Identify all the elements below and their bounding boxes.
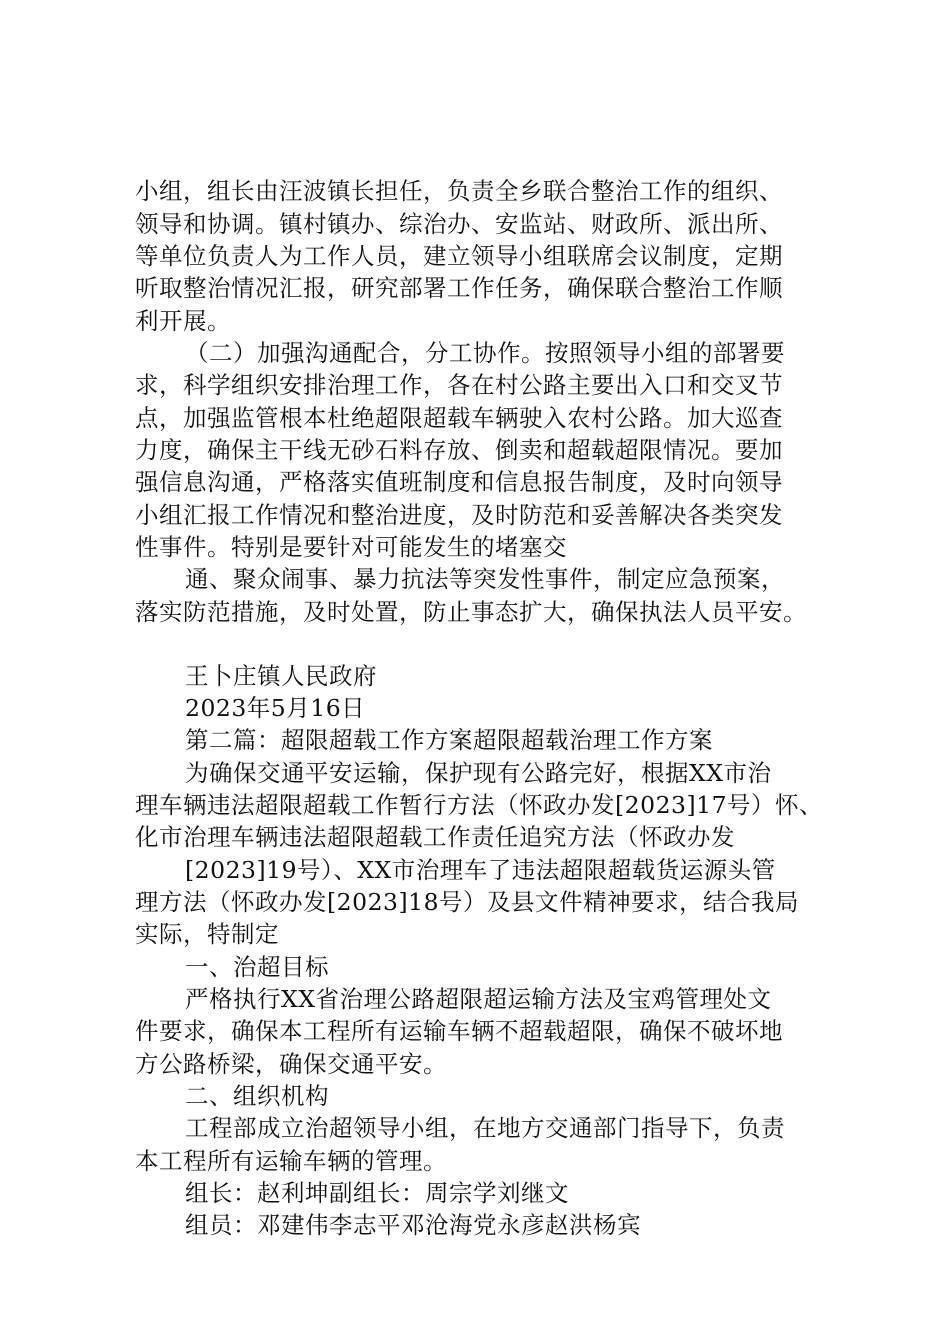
text-line-14: 落实防范措施，及时处置，防止事态扩大，确保执法人员平安。 [135, 598, 807, 626]
signature-date: 2023年5月16日 [185, 694, 366, 722]
text-line-26: 件要求，确保本工程所有运输车辆不超载超限，确保不破坏地 [135, 1017, 783, 1045]
text-line-30: 本工程所有运输车辆的管理。 [135, 1147, 447, 1175]
text-line-29: 工程部成立治超领导小组，在地方交通部门指导下，负责 [185, 1114, 785, 1142]
text-line-25: 严格执行XX省治理公路超限超运输方法及宝鸡管理处文 [185, 985, 772, 1013]
text-line-9: 力度，确保主干线无砂石料存放、倒卖和超载超限情况。要加 [135, 436, 783, 464]
text-line-4: 听取整治情况汇报，研究部署工作任务，确保联合整治工作顺 [135, 274, 783, 302]
text-line-10: 强信息沟通，严格落实值班制度和信息报告制度，及时向领导 [135, 468, 783, 496]
text-line-31: 组长：赵利坤副组长：周宗学刘继文 [185, 1179, 569, 1207]
text-line-19: 理车辆违法超限超载工作暂行方法（怀政办发[2023]17号）怀、 [135, 791, 824, 819]
text-line-11: 小组汇报工作情况和整治进度，及时防范和妥善解决各类突发 [135, 501, 783, 529]
text-line-5: 利开展。 [135, 307, 231, 335]
text-line-7: 求，科学组织安排治理工作，各在村公路主要出入口和交叉节 [135, 371, 783, 399]
text-line-2: 领导和协调。镇村镇办、综治办、安监站、财政所、派出所、 [135, 210, 783, 238]
text-line-22: 理方法（怀政办发[2023]18号）及县文件精神要求，结合我局 [135, 888, 800, 916]
text-line-3: 等单位负责人为工作人员，建立领导小组联席会议制度，定期 [135, 242, 783, 270]
text-line-18: 为确保交通平安运输，保护现有公路完好，根据XX市治 [185, 759, 772, 787]
text-line-27: 方公路桥梁，确保交通平安。 [135, 1050, 447, 1078]
text-line-32: 组员：邓建伟李志平邓沧海党永彦赵洪杨宾 [185, 1211, 641, 1239]
text-line-21: [2023]19号）、XX市治理车了违法超限超载货运源头管 [185, 856, 776, 884]
text-line-1: 小组，组长由汪波镇长担任，负责全乡联合整治工作的组织、 [135, 177, 783, 205]
signature-org: 王卜庄镇人民政府 [185, 662, 377, 690]
heading-organization: 二、组织机构 [185, 1082, 329, 1110]
text-line-23: 实际，特制定 [135, 920, 279, 948]
heading-goal: 一、治超目标 [185, 953, 329, 981]
section-title: 第二篇：超限超载工作方案超限超载治理工作方案 [185, 726, 713, 754]
text-line-20: 化市治理车辆违法超限超载工作责任追究方法（怀政办发 [135, 823, 735, 851]
text-line-8: 点，加强监管根本杜绝超限超载车辆驶入农村公路。加大巡查 [135, 404, 783, 432]
text-line-13: 通、聚众闹事、暴力抗法等突发性事件，制定应急预案， [185, 565, 785, 593]
text-line-12: 性事件。特别是要针对可能发生的堵塞交 [135, 533, 567, 561]
text-line-6: （二）加强沟通配合，分工协作。按照领导小组的部署要 [185, 339, 785, 367]
